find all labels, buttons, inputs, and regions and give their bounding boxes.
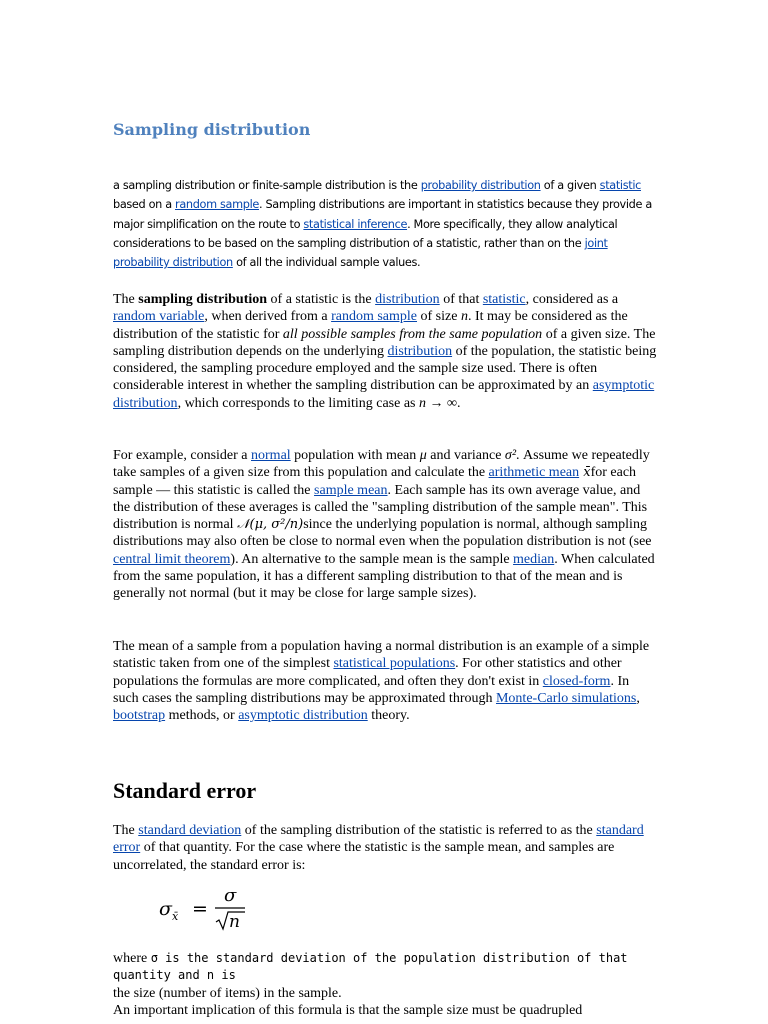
standard-error-formula [157,884,297,932]
text-run: For example, consider a [113,448,252,463]
mono-run: σ is the standard deviation of the population distribution of that quantity and n is [113,951,628,983]
link-asymptotic-distribution[interactable]: asymptotic distribution [113,378,655,411]
text-run: population with mean [290,448,420,463]
link-distribution[interactable]: distribution [375,292,440,307]
link-statistic[interactable]: statistic [482,292,526,307]
link-random-sample[interactable]: random sample [331,309,418,325]
link-normal[interactable]: normal [251,448,291,463]
paragraph-implication [113,1002,658,1019]
text-run: of size [417,309,461,325]
link-sample-mean[interactable]: sample mean [314,482,388,498]
text-run: the size (number of items) in the sample. [113,985,342,1001]
paragraph-normal-example [113,447,658,603]
link-probability-distribution[interactable]: probability distribution [420,179,541,192]
text-run: . More specifically, they allow analytical considerations to be based on the sampling distribution of a statistic, rather than on the [113,217,618,250]
section-heading-sampling: Sampling distribution [113,120,311,139]
formula-denominator-n: n [229,912,240,932]
text-run: The [113,292,139,307]
text-run: a sampling distribution or finite-sample distribution is the [113,179,421,192]
text-run: for each sample — this statistic is called the [113,465,637,498]
link-central-limit-theorem[interactable]: central limit theorem [113,551,231,567]
text-run: . It may be considered as the distribution of the statistic for [113,309,628,342]
link-statistic[interactable]: statistic [599,179,641,192]
text-run: . For other statistics and other populations the formulas are more complicated, and often they don't exist in [113,656,622,689]
text-run: . Each sample has its own average value, and the distribution of these averages is called the "sampling distribution of the sample mean". This distribution is normal [113,482,648,533]
text-run: of that quantity. For the case where the statistic is the sample mean, and samples are uncorrelated, the standard error is: [113,840,615,873]
text-run: of all the individual sample values. [232,256,421,270]
math-mu: μ [419,448,427,463]
text-run: where [113,951,151,966]
text-run: methods, or [165,708,239,724]
text-run: , [636,690,640,706]
text-run: based on a [113,198,176,212]
text-run: and variance [426,448,505,463]
text-run: An important implication of this formula is that the sample size must be quadrupled [113,1003,583,1018]
text-run: of a given size. The sampling distribution depends on the underlying [113,326,656,359]
link-distribution[interactable]: distribution [387,343,453,359]
text-run: , when derived from a [204,309,332,325]
text-run: The mean of a sample from a population having a normal distribution is an example of a simple statistic taken from one of the simplest [113,639,650,672]
text-run: . In such cases the sampling distributions may be approximated through [113,673,630,706]
link-random-sample[interactable]: random sample [175,198,259,212]
math-sigma-squared: σ² [504,448,517,463]
text-run: . Sampling distributions are important in statistics because they provide a major simplification on the route to [113,198,652,231]
formula-lhs-sigma: σ [159,898,172,920]
paragraph-standard-error [113,822,658,874]
math-normal-distribution: 𝒩(μ, σ²/n) [237,517,304,533]
text-run: . [457,395,461,411]
text-run: ). An alternative to the sample mean is the sample [230,551,514,567]
text-run: theory. [367,708,410,724]
link-standard-deviation[interactable]: standard deviation [138,823,242,838]
paragraph-other-statistics [113,638,658,724]
link-standard-error[interactable]: standard error [113,823,644,856]
text-run: since the underlying population is normal, although sampling distributions may also often be close to normal even when the population distribution is not (see [113,517,652,550]
link-asymptotic-distribution[interactable]: asymptotic distribution [238,708,368,724]
link-closed-form[interactable]: closed-form [542,673,611,689]
text-run: of a given [540,179,600,192]
math-limit: n → ∞ [419,395,457,411]
text-run: , which corresponds to the limiting case as [177,395,420,411]
link-statistical-populations[interactable]: statistical populations [333,656,456,672]
link-bootstrap[interactable]: bootstrap [113,708,166,724]
formula-subscript-xbar: x̄ [172,910,179,923]
bold-term: sampling distribution [138,292,268,307]
italic-variable: n [460,309,468,325]
italic-phrase: all possible samples from the same population [282,326,543,342]
text-run: of that [439,292,483,307]
text-run: of a statistic is the [267,292,376,307]
link-random-variable[interactable]: random variable [113,309,205,325]
text-run: The [113,823,139,838]
link-median[interactable]: median [513,551,555,567]
abstract-paragraph [113,176,658,272]
text-run: of the population, the statistic being considered, the sampling procedure employed and the sample size used. There is often considerable interest in whether the sampling distribution can be approximated by an [113,343,657,394]
link-statistical-inference[interactable]: statistical inference [303,217,408,231]
text-run: . When calculated from the same population, it has a different sampling distribution to that of the mean and is generally not normal (but it may be close for large sample sizes). [113,551,655,602]
math-xbar: x̄ [579,465,591,481]
text-run: , considered as a [525,292,619,307]
link-joint-probability-distribution[interactable]: joint probability distribution [113,236,608,270]
link-arithmetic-mean[interactable]: arithmetic mean [488,465,580,481]
paragraph-where [113,950,658,1002]
formula-numerator-sigma: σ [224,885,237,906]
link-monte-carlo-simulations[interactable]: Monte-Carlo simulations [495,690,637,706]
text-run: . Assume we repeatedly take samples of a given size from this population and calculate the [113,448,650,481]
formula-equals: = [192,898,208,920]
text-run: of the sampling distribution of the statistic is referred to as the [241,823,597,838]
section-heading-standard-error: Standard error [113,778,257,803]
paragraph-sampling-definition [113,291,658,412]
